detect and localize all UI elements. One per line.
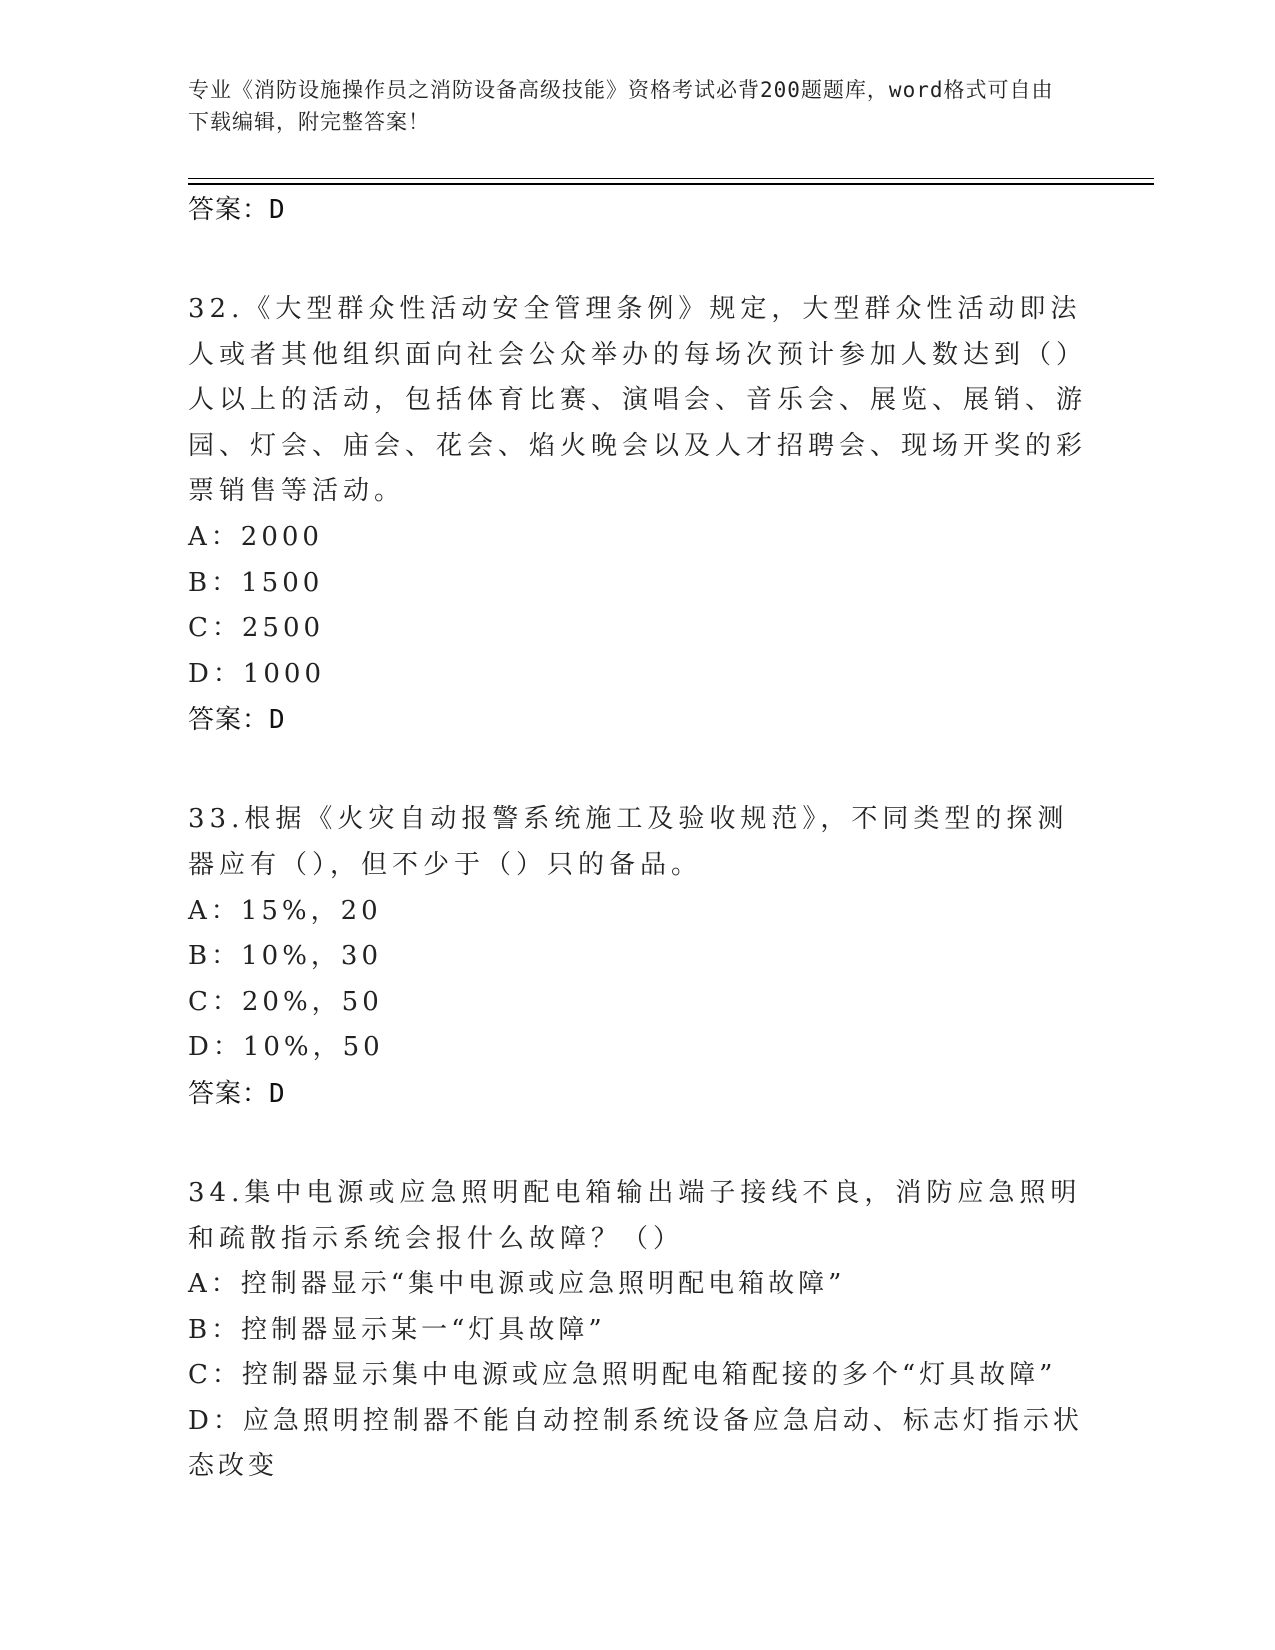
option-d: D：应急照明控制器不能自动控制系统设备应急启动、标志灯指示状态改变 [188, 1405, 1083, 1482]
answer-line: 答案：D [188, 705, 286, 736]
spacer [188, 743, 1088, 797]
option-c: C：2500 [188, 613, 325, 644]
question-stem: 32.《大型群众性活动安全管理条例》规定，大型群众性活动即法人或者其他组织面向社会公众举办的每场次预计参加人数达到（）人以上的活动，包括体育比赛、演唱会、音乐会、展览、展销、游园、灯会、庙会、花会、焰火晚会以及人才招聘会、现场开奖的彩票销售等活动。 [188, 294, 1088, 507]
option-b: B：10%，30 [188, 941, 382, 972]
header-divider-thin [188, 178, 1154, 179]
option-a: A：2000 [188, 521, 323, 552]
option-c: C：20%，50 [188, 986, 383, 1017]
option-b: B：1500 [188, 567, 324, 598]
answer-line: 答案：D [188, 195, 286, 225]
question-32 [188, 287, 1088, 743]
option-a: A：15%，20 [188, 895, 382, 926]
option-d: D：1000 [188, 658, 326, 689]
header-divider-thick [188, 183, 1154, 185]
option-b: B：控制器显示某一“灯具故障” [188, 1314, 606, 1345]
header-text: 专业《消防设施操作员之消防设备高级技能》资格考试必背200题题库，word格式可自由下载编辑，附完整答案！ [188, 78, 1054, 134]
spacer [188, 233, 1088, 287]
question-stem: 33.根据《火灾自动报警系统施工及验收规范》，不同类型的探测器应有（），但不少于（）只的备品。 [188, 804, 1069, 880]
spacer [188, 1117, 1088, 1171]
question-stem: 34.集中电源或应急照明配电箱输出端子接线不良，消防应急照明和疏散指示系统会报什么故障？（） [188, 1177, 1082, 1254]
option-d: D：10%，50 [188, 1032, 384, 1063]
question-33 [188, 797, 1088, 1117]
question-34 [188, 1171, 1088, 1490]
option-a: A：控制器显示“集中电源或应急照明配电箱故障” [188, 1269, 846, 1300]
page-header [188, 74, 1068, 138]
answer-line: 答案：D [188, 1078, 286, 1109]
option-c: C：控制器显示集中电源或应急照明配电箱配接的多个“灯具故障” [188, 1360, 1057, 1391]
document-body [188, 187, 1088, 1490]
